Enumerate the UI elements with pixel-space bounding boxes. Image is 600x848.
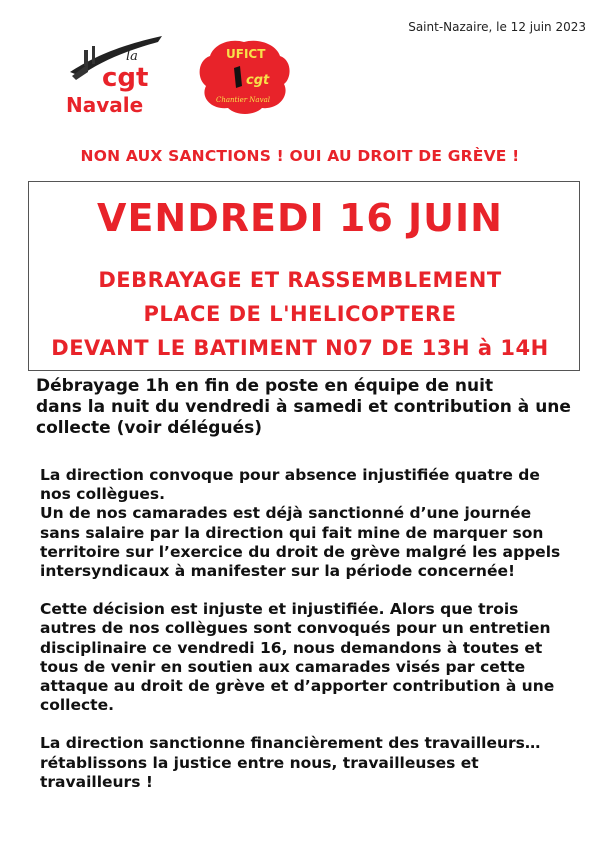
body-line: Cette décision est injuste et injustifiée. Alors que trois bbox=[40, 600, 519, 619]
ufict-logo-name: cgt bbox=[246, 73, 270, 88]
body-line: sans salaire par la direction qui fait mine de marquer son bbox=[40, 523, 544, 542]
announcement-line-3: DEVANT LE BATIMENT N07 DE 13H à 14H bbox=[51, 336, 549, 360]
body-line: Un de nos camarades est déjà sanctionné d’une journée bbox=[40, 504, 532, 523]
note-line: Débrayage 1h en fin de poste en équipe de nuit bbox=[36, 376, 494, 396]
body-line: disciplinaire ce vendredi 16, nous demandons à toutes et bbox=[40, 638, 543, 657]
body-line: intersyndicaux à manifester sur la période concernée! bbox=[40, 562, 516, 581]
body-line: collecte. bbox=[40, 696, 114, 715]
ufict-logo-top: UFICT bbox=[226, 47, 266, 61]
cgt-logo-small: la bbox=[126, 49, 138, 64]
cgt-logo-sub: Navale bbox=[66, 93, 144, 117]
body-line: La direction convoque pour absence injustifiée quatre de bbox=[40, 466, 540, 484]
note-line: collecte (voir délégués) bbox=[36, 418, 262, 438]
body-line: nos collègues. bbox=[40, 485, 166, 504]
slogan: NON AUX SANCTIONS ! OUI AU DROIT DE GRÈVE ! bbox=[80, 147, 520, 165]
cgt-navale-logo bbox=[62, 28, 172, 118]
body-line: tous de venir en soutien aux camarades visés par cette bbox=[40, 657, 526, 676]
date-line: Saint-Nazaire, le 12 juin 2023 bbox=[408, 20, 586, 34]
body-line: La direction sanctionne financièrement des travailleurs… bbox=[40, 734, 541, 753]
body-line: travailleurs ! bbox=[40, 772, 153, 791]
body-line: autres de nos collègues sont convoqués pour un entretien bbox=[40, 619, 551, 638]
body-line: rétablissons la justice entre nous, travailleuses et bbox=[40, 753, 479, 772]
ufict-cgt-logo bbox=[196, 38, 292, 116]
cgt-logo-name: cgt bbox=[102, 63, 149, 93]
announcement-day: VENDREDI 16 JUIN bbox=[97, 196, 503, 240]
body-text bbox=[40, 466, 580, 811]
announcement-line-1: DEBRAYAGE ET RASSEMBLEMENT bbox=[98, 268, 502, 292]
body-line: territoire sur l’exercice du droit de grève malgré les appels bbox=[40, 542, 561, 561]
ufict-logo-bottom: Chantier Naval bbox=[216, 96, 270, 104]
paragraph-2 bbox=[40, 600, 580, 715]
paragraph-3 bbox=[40, 734, 580, 792]
strike-note bbox=[36, 376, 576, 439]
body-line: attaque au droit de grève et d’apporter contribution à une bbox=[40, 677, 555, 696]
announcement-line-2: PLACE DE L'HELICOPTERE bbox=[143, 302, 457, 326]
note-line: dans la nuit du vendredi à samedi et contribution à une bbox=[36, 397, 571, 417]
paragraph-1 bbox=[40, 466, 580, 581]
